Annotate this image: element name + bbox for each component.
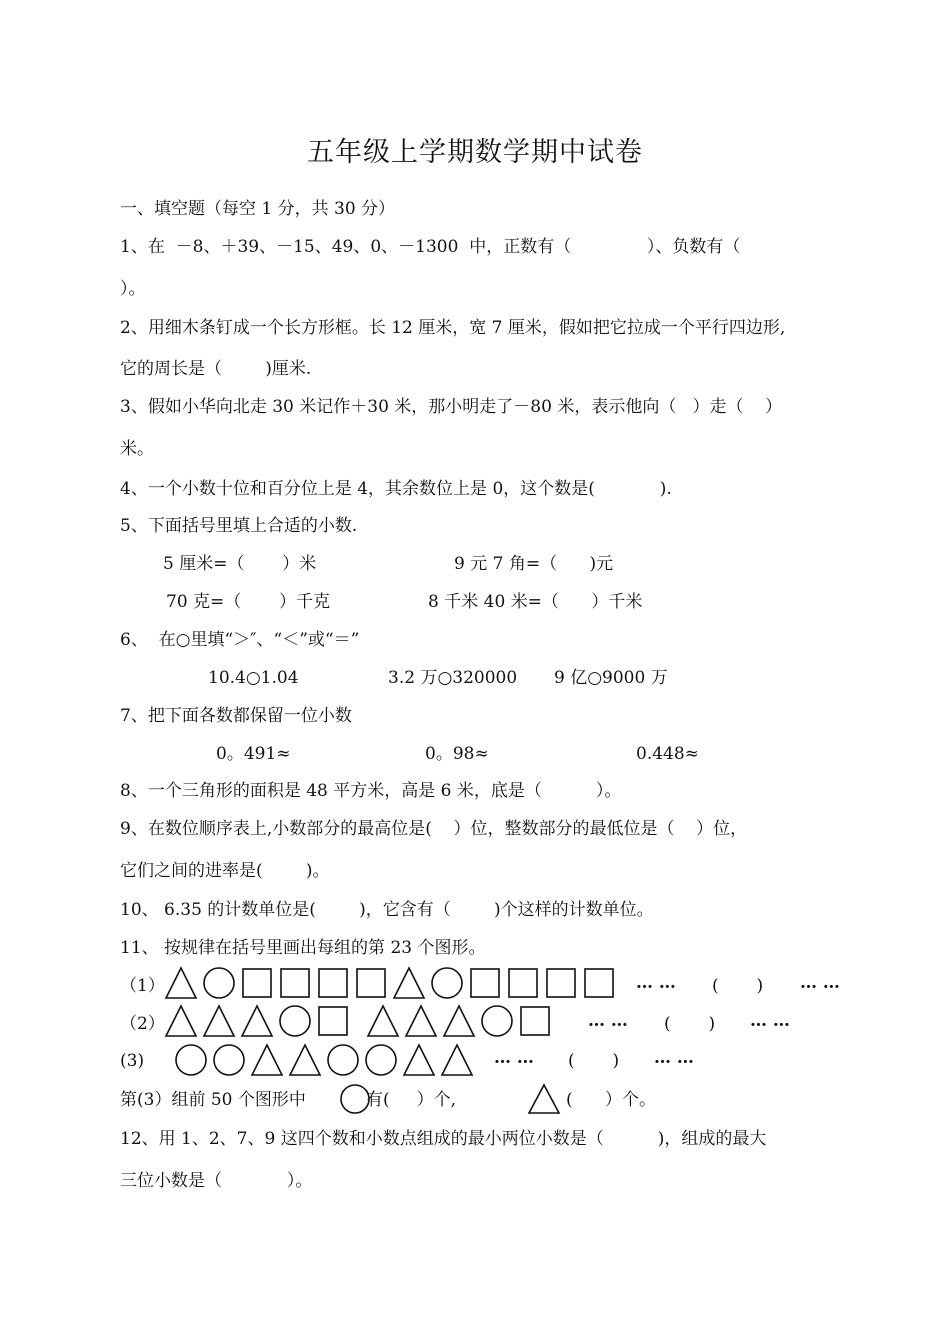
question-9-line-1: 9、在数位顺序表上,小数部分的最高位是( ）位，整数部分的最低位是（ ）位， [120, 819, 748, 839]
square-icon [521, 1007, 549, 1035]
question-1-line-2: ）。 [120, 279, 146, 299]
question-5-item-3: 70 克=（ ）千克 [166, 592, 331, 612]
question-10: 10、 6.35 的计数单位是( )，它含有（ )个这样的计数单位。 [120, 900, 654, 920]
shape-row-3-dots: … … [494, 1048, 534, 1068]
triangle-icon [242, 1006, 272, 1036]
question-6-item-2: 3.2 万○320000 [388, 668, 518, 688]
question-12-line-2: 三位小数是（ ）。 [120, 1171, 313, 1191]
triangle-icon [394, 968, 424, 998]
question-5-item-4: 8 千米 40 米=（ ）千米 [428, 592, 643, 612]
triangle-icon [204, 1006, 234, 1036]
shape-row-2 [0, 1004, 950, 1044]
circle-icon [328, 1045, 358, 1075]
question-11-count-prefix: 第(3）组前 50 个图形中 [120, 1090, 306, 1110]
question-3-line-2: 米。 [120, 439, 154, 459]
question-11-count-triangle: ( ）个。 [566, 1090, 657, 1110]
shape-row-3-paren: ( ) [568, 1051, 620, 1071]
shape-row-2-dots: … … [588, 1011, 628, 1031]
triangle-icon [290, 1045, 320, 1075]
shape-row-1-dots-end: … … [800, 973, 840, 993]
square-icon [319, 969, 347, 997]
triangle-icon [526, 1082, 562, 1116]
triangle-icon [368, 1006, 398, 1036]
square-icon [585, 969, 613, 997]
triangle-icon [404, 1045, 434, 1075]
question-11-count-circle: 有( ）个, [366, 1090, 457, 1110]
shape-row-3-label: (3) [120, 1051, 145, 1071]
square-icon [319, 1007, 347, 1035]
shape-row-2-label: （2） [120, 1014, 165, 1034]
shape-row-2-dots-end: … … [750, 1011, 790, 1031]
question-2-line-2: 它的周长是（ )厘米. [120, 359, 312, 379]
question-7-item-3: 0.448≈ [636, 744, 699, 764]
circle-icon [280, 1006, 310, 1036]
question-6: 6、 在○里填“＞″、“＜”或“＝” [120, 630, 360, 650]
section-heading: 一、填空题（每空 1 分，共 30 分） [120, 199, 396, 219]
circle-icon [176, 1045, 206, 1075]
square-icon [357, 969, 385, 997]
question-5-item-1: 5 厘米=（ ）米 [163, 554, 317, 574]
question-3-line-1: 3、假如小华向北走 30 米记作＋30 米，那小明走了－80 米，表示他向（ ）走（ ） [120, 397, 783, 417]
shape-row-3-dots-end: … … [654, 1048, 694, 1068]
circle-icon [204, 968, 234, 998]
circle-icon [366, 1045, 396, 1075]
square-icon [509, 969, 537, 997]
circle-icon [432, 968, 462, 998]
question-5: 5、下面括号里填上合适的小数. [120, 516, 358, 536]
question-12-line-1: 12、用 1、2、7、9 这四个数和小数点组成的最小两位小数是（ )，组成的最大 [120, 1129, 767, 1149]
shape-row-3 [0, 1043, 950, 1083]
page-title: 五年级上学期数学期中试卷 [307, 137, 643, 168]
question-11: 11、 按规律在括号里画出每组的第 23 个图形。 [120, 938, 486, 958]
shape-row-1-label: （1） [120, 976, 165, 996]
triangle-icon [166, 968, 196, 998]
question-8: 8、一个三角形的面积是 48 平方米，高是 6 米，底是（ ）。 [120, 781, 622, 801]
question-7-item-1: 0。491≈ [216, 744, 291, 764]
shape-row-1-paren: ( ) [712, 976, 764, 996]
triangle-icon [406, 1006, 436, 1036]
question-6-item-3: 9 亿○9000 万 [554, 668, 668, 688]
shape-row-2-paren: ( ) [664, 1014, 716, 1034]
question-2-line-1: 2、用细木条钉成一个长方形框。长 12 厘米，宽 7 厘米，假如把它拉成一个平行四边形, [120, 318, 786, 338]
circle-icon [214, 1045, 244, 1075]
triangle-icon [166, 1006, 196, 1036]
triangle-icon [444, 1006, 474, 1036]
circle-icon [482, 1006, 512, 1036]
square-icon [281, 969, 309, 997]
question-6-item-1: 10.4○1.04 [208, 668, 299, 688]
question-4: 4、一个小数十位和百分位上是 4，其余数位上是 0，这个数是( ). [120, 479, 672, 499]
question-7: 7、把下面各数都保留一位小数 [120, 706, 352, 726]
triangle-icon [252, 1045, 282, 1075]
question-5-item-2: 9 元 7 角=（ )元 [454, 554, 614, 574]
square-icon [547, 969, 575, 997]
question-7-item-2: 0。98≈ [425, 744, 489, 764]
question-9-line-2: 它们之间的进率是( )。 [120, 861, 330, 881]
square-icon [471, 969, 499, 997]
shape-row-1-dots: … … [636, 973, 676, 993]
square-icon [243, 969, 271, 997]
question-1-line-1: 1、在 －8、＋39、－15、49、0、－1300 中，正数有（ ）、负数有（ [120, 237, 741, 257]
triangle-icon [442, 1045, 472, 1075]
